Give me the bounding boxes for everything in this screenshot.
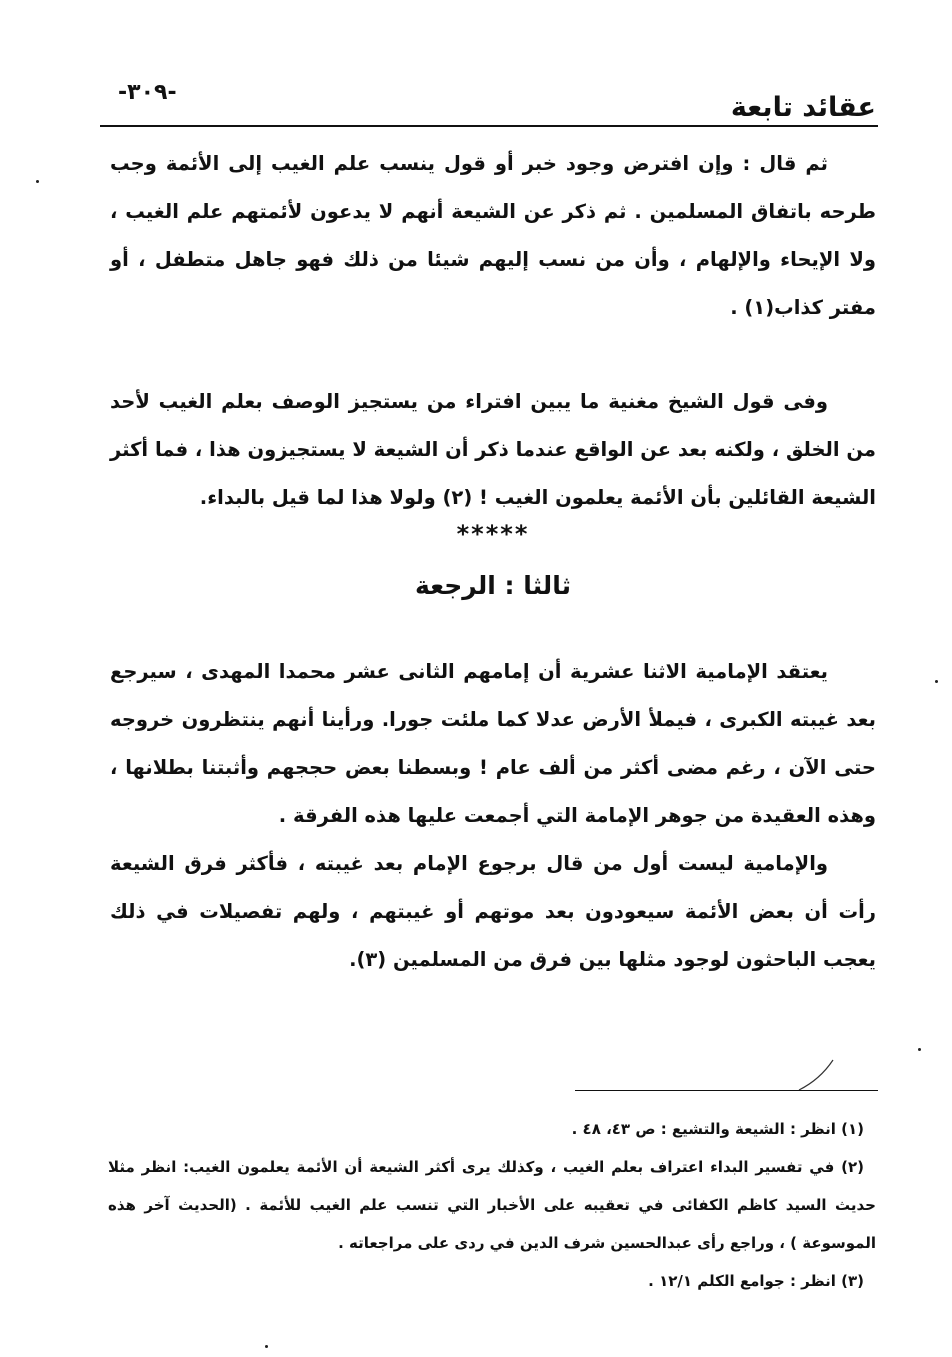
scan-speck: [36, 180, 39, 183]
scan-speck: [935, 680, 938, 683]
section-title: ثالثا : الرجعة: [415, 571, 571, 600]
paragraph-3: يعتقد الإمامية الاثنا عشرية أن إمامهم الثانى عشر محمدا المهدى ، سيرجع بعد غيبته الكبرى ، فيملأ الأرض عدلا كما ملئت جورا. ورأينا أنهم ينتظرون خروجه حتى الآن ، رغم مضى أكثر من ألف عام ! وبسطنا بعض حججهم وأثبتنا بطلانها ، وهذه العقيدة من جوهر الإمامة التي أجمعت عليها هذه الفرقة .: [110, 660, 876, 827]
paragraph-2: وفى قول الشيخ مغنية ما يبين افتراء من يستجيز الوصف بعلم الغيب لأحد من الخلق ، ولكنه بعد عن الواقع عندما ذكر أن الشيعة لا يستجيزون هذا ، فما أكثر الشيعة القائلين بأن الأئمة يعلمون الغيب ! (٢) ولولا هذا لما قيل بالبداء.: [110, 390, 876, 509]
handwritten-stroke: [795, 1058, 835, 1092]
paragraph-4: والإمامية ليست أول من قال برجوع الإمام بعد غيبته ، فأكثر فرق الشيعة رأت أن بعض الأئمة سيعودون بعد موتهم أو غيبتهم ، ولهم تفصيلات في ذلك يعجب الباحثون لوجود مثلها بين فرق من المسلمين (٣).: [110, 852, 876, 971]
paragraph-1: ثم قال : وإن افترض وجود خبر أو قول ينسب علم الغيب إلى الأئمة وجب طرحه باتفاق المسلمين . ثم ذكر عن الشيعة أنهم لا يدعون لأئمتهم علم الغيب ، ولا الإيحاء والإلهام ، وأن من نسب إليهم شيئا من ذلك فهو جاهل متطفل ، أو مفتر كذاب(١) .: [110, 152, 876, 319]
running-header: عقائد تابعة: [730, 92, 876, 123]
footnote-rule: [575, 1090, 878, 1091]
page-number: -٣٠٩-: [118, 80, 177, 105]
footnote-1: (١) انظر : الشيعة والتشيع : ص ٤٣، ٤٨ .: [571, 1120, 864, 1138]
section-separator: *****: [456, 520, 530, 548]
footnote-2: (٢) في تفسير البداء اعتراف بعلم الغيب ، وكذلك يرى أكثر الشيعة أن الأئمة يعلمون الغيب: انظر مثلا حديث السيد كاظم الكفائى في تعقيبه على الأخبار التي تنسب علم الغيب للأئمة . (الحديث آخر هذه الموسوعة ) ، وراجع رأى عبدالحسين شرف الدين في ردى على مراجعاته .: [108, 1158, 876, 1252]
scan-speck: [918, 1048, 921, 1051]
scan-speck: [265, 1345, 268, 1348]
footnotes: [108, 1110, 876, 1300]
header-rule: [100, 125, 878, 127]
footnote-3: (٣) انظر : جوامع الكلم ١٢/١ .: [648, 1272, 864, 1290]
main-text: [110, 140, 876, 984]
